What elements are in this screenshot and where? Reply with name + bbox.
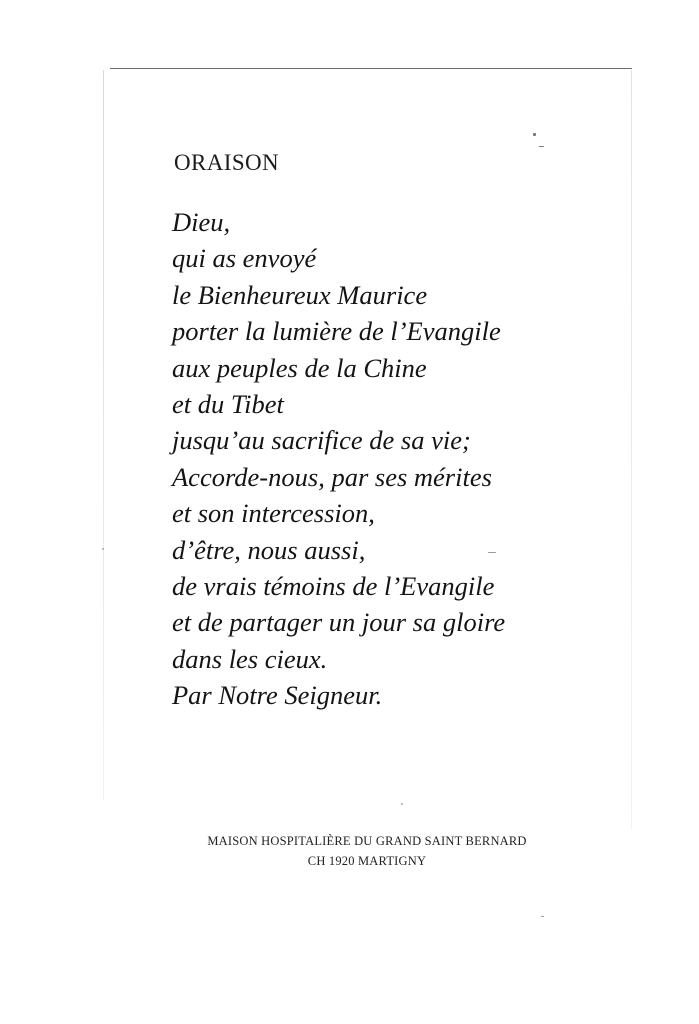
prayer-title: ORAISON (174, 150, 280, 175)
prayer-line: Accorde-nous, par ses mérites (172, 461, 492, 492)
publisher-footer (103, 831, 631, 871)
publisher-name: MAISON HOSPITALIÈRE DU GRAND SAINT BERNARD (207, 834, 527, 848)
prayer-line: de vrais témoins de l’Evangile (172, 570, 495, 601)
prayer-line: jusqu’au sacrifice de sa vie; (172, 425, 471, 456)
print-speck (533, 133, 536, 136)
prayer-line: Par Notre Seigneur. (172, 680, 383, 711)
prayer-line: et du Tibet (172, 388, 284, 419)
prayer-line: et de partager un jour sa gloire (172, 607, 506, 638)
print-speck (541, 916, 544, 917)
publisher-address: CH 1920 MARTIGNY (307, 854, 427, 868)
prayer-line: qui as envoyé (172, 243, 317, 274)
prayer-line: le Bienheureux Maurice (172, 279, 428, 310)
card-top-edge (110, 68, 632, 69)
print-speck (488, 552, 496, 553)
card-left-edge (103, 70, 104, 800)
print-speck (539, 146, 544, 147)
card-right-edge (631, 70, 632, 830)
prayer-line: Dieu, (172, 207, 231, 237)
prayer-text (172, 204, 612, 713)
print-speck (102, 548, 104, 550)
print-speck (401, 803, 403, 805)
prayer-line: d’être, nous aussi, (172, 534, 366, 565)
prayer-line: aux peuples de la Chine (172, 352, 427, 383)
prayer-line: et son intercession, (172, 498, 375, 529)
prayer-line: porter la lumière de l’Evangile (172, 316, 501, 347)
prayer-line: dans les cieux. (172, 643, 328, 674)
